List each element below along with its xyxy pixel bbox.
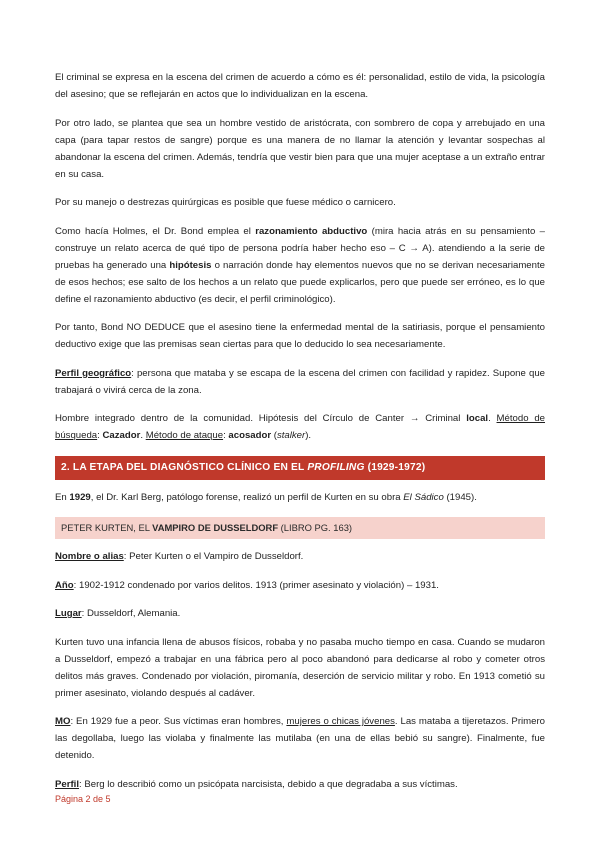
section-heading-clinical-diagnosis: 2. LA ETAPA DEL DIAGNÓSTICO CLÍNICO EN EL PROFILING (1929-1972)	[55, 456, 545, 480]
label-place: Lugar	[55, 608, 82, 619]
subsection-heading-peter-kurten: PETER KURTEN, EL VAMPIRO DE DUSSELDORF (LIBRO PG. 163)	[55, 517, 545, 539]
label-mo: MO	[55, 716, 71, 727]
year-1929: 1929	[69, 491, 91, 503]
paragraph-modus-operandi: MO: En 1929 fue a peor. Sus víctimas eran hombres, mujeres o chicas jóvenes. Las mataba a tijeretazos. Primero las degollaba, luego las violaba y finalmente las mutilaba (en una de ellas bebió su sangre). Finalmente, fue detenido.	[55, 716, 546, 761]
paragraph-geographic-profile: Perfil geográfico: persona que mataba y se escapa de la escena del crimen con facilidad y rapidez. Supone que trabajará o vivirá cerca de la zona.	[55, 367, 545, 396]
label-alias: Nombre o alias	[55, 551, 124, 562]
label-attack-method: Método de ataque	[145, 430, 224, 441]
paragraph-year: Año: 1902-1912 condenado por varios delitos. 1913 (primer asesinato y violación) – 1931.	[55, 579, 439, 591]
page-content	[55, 69, 545, 793]
paragraph-aristocrat-hypothesis: Por otro lado, se plantea que sea un hombre vestido de aristócrata, con sombrero de copa y arrebujado en una capa (para tapar restos de sangre) porque es una manera de no llamar la atención y levantar sospechas al abandonar la escena del crimen. Además, tendría que vestir bien para que una mujer aceptase a un extraño entrar en su casa.	[55, 117, 545, 180]
label-geographic-profile: Perfil geográfico	[55, 367, 132, 379]
paragraph-abductive-reasoning: Como hacía Holmes, el Dr. Bond emplea el razonamiento abductivo (mira hacia atrás en su pensamiento – construye un relato acerca de qué tipo de persona podría haber hecho eso – C → A). atendiendo a la serie de pruebas ha generado una hipótesis o narración donde hay elementos nuevos que no se derivan necesariamente de esos hechos; ese salto de los hechos a un relato que puede explicarlos, pero que puede ser erróneo, es lo que define el razonamiento abductivo (es decir, el perfil criminológico).	[55, 225, 545, 305]
victims-underlined: mujeres o chicas jóvenes	[286, 716, 395, 727]
paragraph-bond-no-deduce: Por tanto, Bond NO DEDUCE que el asesino tiene la enfermedad mental de la satiriasis, porque el pensamiento deductivo exige que las premisas sean ciertas para que lo deducido lo sea necesariamente.	[55, 322, 545, 350]
paragraph-karl-berg: En 1929, el Dr. Karl Berg, patólogo forense, realizó un perfil de Kurten en su obra El Sádico (1945).	[55, 491, 477, 503]
term-local: local	[466, 413, 489, 424]
page-number-footer: Página 2 de 5	[55, 794, 111, 804]
term-stalker-english: stalker	[276, 430, 306, 441]
paragraph-surgical-skills: Por su manejo o destrezas quirúrgicas es posible que fuese médico o carnicero.	[55, 197, 396, 208]
label-year: Año	[55, 579, 74, 591]
term-hunter: Cazador	[102, 430, 141, 441]
term-stalker: acosador	[228, 430, 272, 441]
paragraph-profile: Perfil: Berg lo describió como un psicópata narcisista, debido a que degradaba a sus víctimas.	[55, 778, 458, 790]
paragraph-place: Lugar: Dusseldorf, Alemania.	[55, 608, 181, 619]
book-title-el-sadico: El Sádico	[403, 491, 444, 503]
paragraph-alias: Nombre o alias: Peter Kurten o el Vampiro de Dusseldorf.	[55, 551, 304, 562]
label-profile: Perfil	[55, 778, 79, 790]
term-hypothesis: hipótesis	[169, 259, 212, 271]
paragraph-criminal-expression: El criminal se expresa en la escena del crimen de acuerdo a cómo es él: personalidad, estilo de vida, la psicología del asesino; que se reflejarán en actos que lo individualizan en la escena.	[55, 72, 545, 100]
label-search-method: Método de búsqueda	[55, 413, 545, 441]
paragraph-kurten-history: Kurten tuvo una infancia llena de abusos físicos, robaba y no pasaba mucho tiempo en casa. Cuando se mudaron a Dusseldorf, empezó a trabajar en una fábrica pero al poco abandonó para dedicarse al robo y cometer otros delitos más graves. Condenado por violación, piromanía, deserción de servicio militar y robo. En 1913 cometió su primer asesinato, violando después al cadáver.	[55, 636, 545, 699]
paragraph-canter-circle: Hombre integrado dentro de la comunidad. Hipótesis del Círculo de Canter → Criminal local. Método de búsqueda: Cazador. Método de ataque: acosador (stalker).	[55, 413, 545, 441]
term-abductive-reasoning: razonamiento abductivo	[255, 225, 368, 237]
